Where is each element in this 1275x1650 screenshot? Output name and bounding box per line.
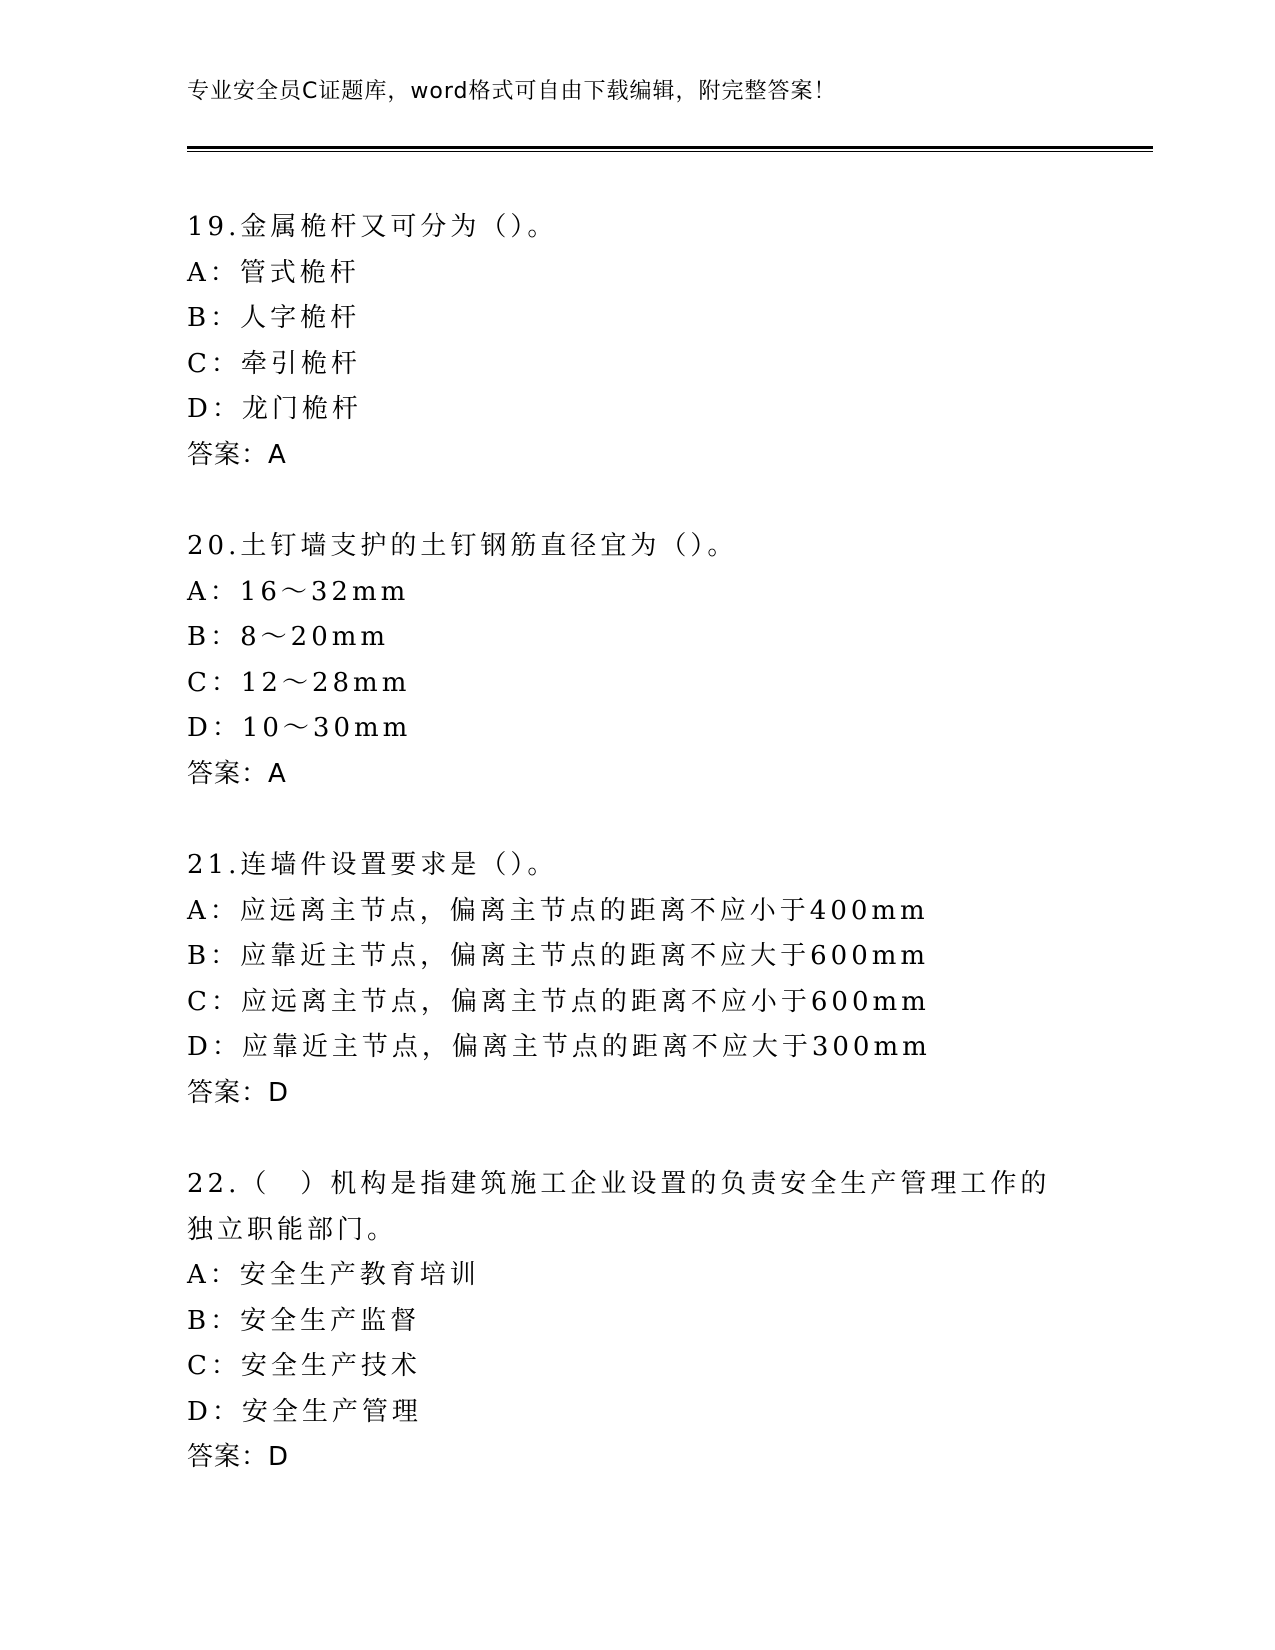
question-21	[187, 843, 1067, 1116]
option-b: B：人字桅杆	[187, 303, 361, 333]
question-stem: 20.土钉墙支护的土钉钢筋直径宜为（）。	[187, 531, 738, 561]
option-b: B：安全生产监督	[187, 1305, 421, 1336]
option-a: A：应远离主节点，偏离主节点的距离不应小于400mm	[187, 895, 929, 926]
question-stem: 21.连墙件设置要求是（）。	[187, 850, 558, 880]
option-a: A：安全生产教育培训	[187, 1260, 480, 1290]
header-divider-thick	[187, 146, 1153, 149]
question-20	[187, 524, 1067, 797]
option-d: D：龙门桅杆	[187, 394, 362, 424]
option-d: D：10～30mm	[187, 713, 412, 743]
question-stem: 22.（ ）机构是指建筑施工企业设置的负责安全生产管理工作的独立职能部门。	[187, 1169, 1051, 1245]
option-a: A：16～32mm	[187, 576, 410, 607]
answer-line: 答案：A	[187, 758, 287, 789]
option-b: B：8～20mm	[187, 622, 390, 652]
option-a: A：管式桅杆	[187, 257, 360, 288]
question-22	[187, 1162, 1067, 1481]
question-19	[187, 205, 1067, 478]
option-d: D：应靠近主节点，偏离主节点的距离不应大于300mm	[187, 1032, 931, 1062]
option-d: D：安全生产管理	[187, 1396, 422, 1427]
answer-line: 答案：D	[187, 1442, 290, 1472]
option-b: B：应靠近主节点，偏离主节点的距离不应大于600mm	[187, 941, 930, 971]
header-divider-thin	[187, 151, 1153, 152]
question-list	[187, 205, 1067, 1527]
document-header: 专业安全员C证题库，word格式可自由下载编辑，附完整答案！	[187, 79, 837, 104]
question-stem: 19.金属桅杆又可分为（）。	[187, 212, 558, 242]
answer-line: 答案：D	[187, 1077, 290, 1108]
answer-line: 答案：A	[187, 439, 287, 470]
option-c: C：12～28mm	[187, 667, 411, 698]
option-c: C：应远离主节点，偏离主节点的距离不应小于600mm	[187, 986, 930, 1017]
option-c: C：安全生产技术	[187, 1351, 421, 1381]
option-c: C：牵引桅杆	[187, 348, 361, 379]
